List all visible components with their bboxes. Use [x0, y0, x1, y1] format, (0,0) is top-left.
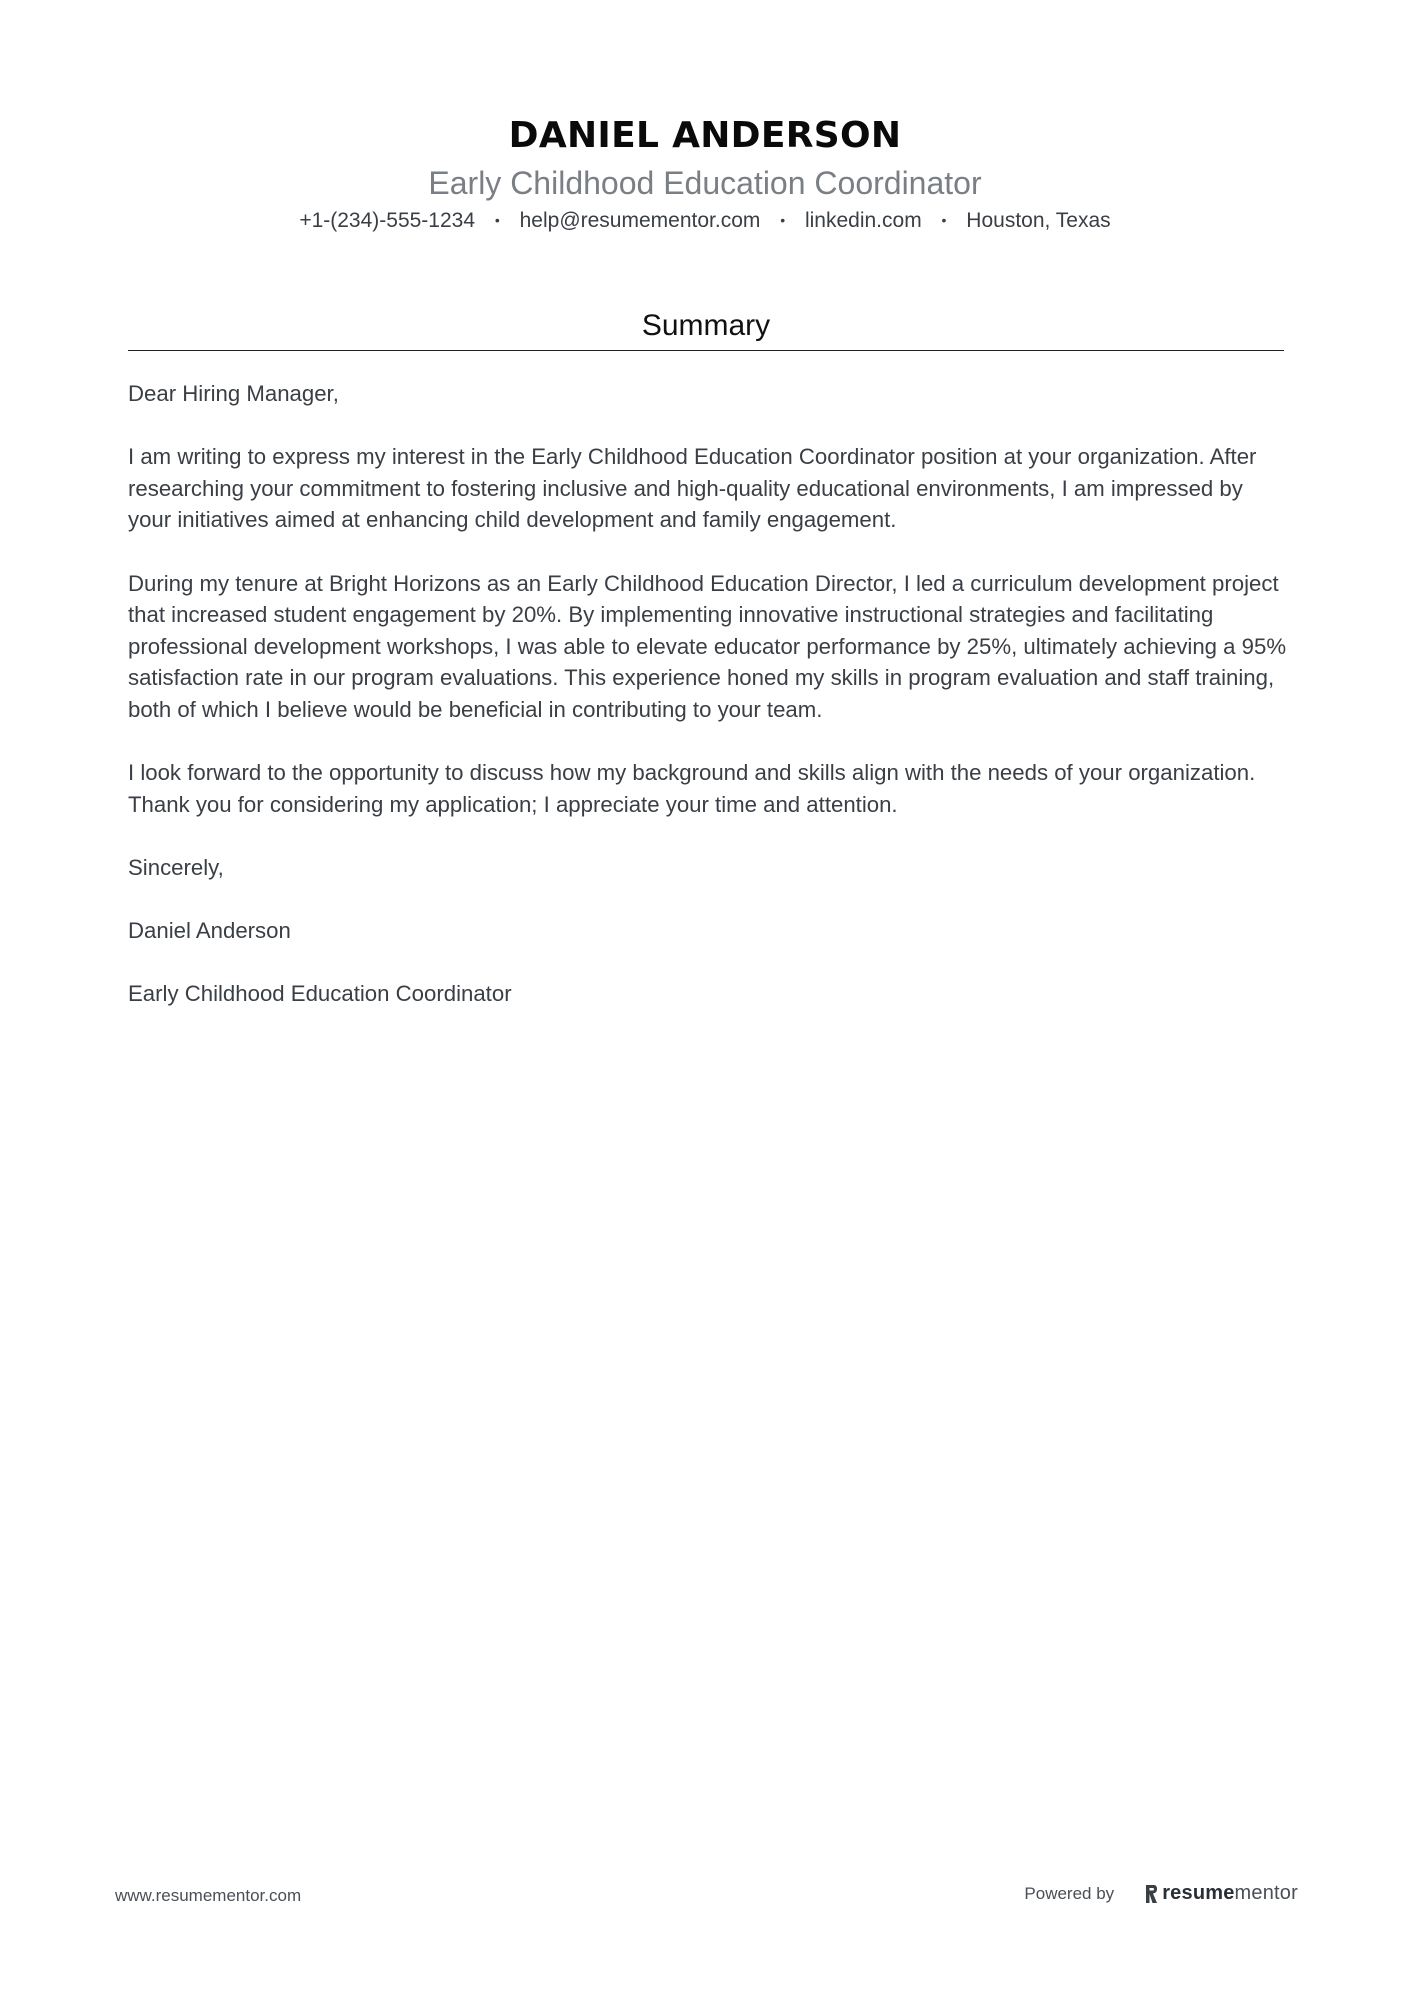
letter-body — [128, 378, 1288, 1041]
linkedin: linkedin.com — [804, 209, 922, 232]
email: help@resumementor.com — [519, 209, 761, 232]
phone: +1-(234)-555-1234 — [299, 209, 476, 232]
paragraph: I look forward to the opportunity to discuss how my background and skills align with the needs of your organization. Thank you for considering my application; I appreciate your time and attention. — [128, 760, 1256, 817]
contact-separator: • — [780, 212, 786, 228]
contact-line — [0, 206, 1410, 235]
signature-title: Early Childhood Education Coordinator — [128, 981, 512, 1007]
paragraph: During my tenure at Bright Horizons as an Early Childhood Education Director, I led a curriculum development project that increased student engagement by 20%. By implementing innovative instructional strategies and facilitating professional development workshops, I was able to elevate educator performance by 25%, ultimately achieving a 95% satisfaction rate in our program evaluations. This experience honed my skills in program evaluation and staff training, both of which I believe would be beneficial in contributing to your team. — [128, 570, 1287, 722]
resumementor-logo-icon — [1144, 1884, 1158, 1904]
brand-name-bold: resume — [1162, 1882, 1235, 1904]
brand-logo[interactable] — [1144, 1882, 1298, 1905]
closing: Sincerely, — [128, 854, 224, 880]
section-title: Summary — [641, 309, 771, 342]
powered-by-label: Powered by — [1024, 1883, 1115, 1903]
candidate-name: DANIEL ANDERSON — [508, 115, 902, 156]
paragraph: I am writing to express my interest in the Early Childhood Education Coordinator position at your organization. After researching your commitment to fostering inclusive and high-quality educational environments, I am impressed by your initiatives aimed at enhancing child development and family engagement. — [128, 444, 1257, 533]
signature-name: Daniel Anderson — [128, 918, 291, 944]
brand-name-light: mentor — [1234, 1882, 1298, 1904]
contact-separator: • — [941, 212, 947, 228]
salutation: Dear Hiring Manager, — [128, 381, 339, 406]
location: Houston, Texas — [966, 209, 1111, 232]
footer-branding — [1024, 1882, 1298, 1905]
section-divider — [128, 350, 1284, 351]
footer-website[interactable]: www.resumementor.com — [115, 1886, 302, 1905]
contact-separator: • — [494, 212, 500, 228]
header — [0, 112, 1410, 235]
job-title: Early Childhood Education Coordinator — [428, 165, 982, 201]
